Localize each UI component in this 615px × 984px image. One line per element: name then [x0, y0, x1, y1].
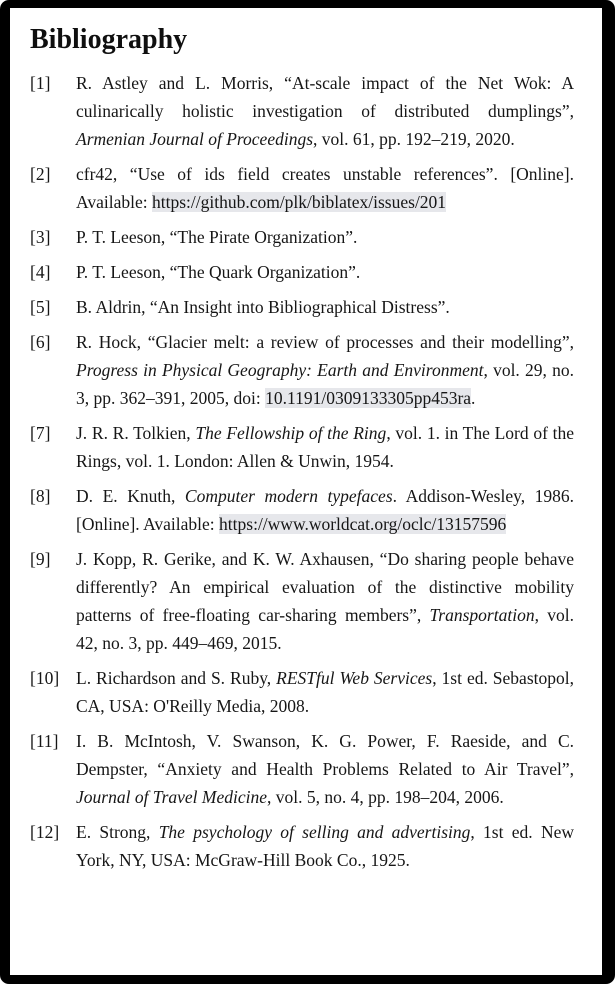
reference-plain-text: , vol. 1. in The Lord of the Rings, vol. 1. London: Allen & Unwin, 1954.: [76, 423, 574, 471]
reference-plain-text: B. Aldrin, “An Insight into Bibliographical Distress”.: [76, 297, 450, 317]
reference-italic-title: The psychology of selling and advertising: [158, 822, 471, 842]
reference-number: [12]: [30, 822, 60, 842]
reference-text: [76, 482, 574, 538]
reference-italic-title: Computer modern typefaces: [184, 486, 393, 506]
reference-plain-text: D. E. Knuth,: [76, 486, 185, 506]
reference-plain-text: J. R. R. Tolkien,: [76, 423, 196, 443]
reference-plain-text: R. Hock, “Glacier melt: a review of processes and their modelling”,: [76, 332, 574, 352]
reference-italic-title: The Fellowship of the Ring: [195, 423, 387, 443]
reference-text: [76, 545, 574, 657]
reference-plain-text: .: [471, 388, 476, 408]
reference-entry: [30, 328, 574, 412]
reference-number: [6]: [30, 332, 51, 352]
reference-plain-text: , vol. 29, no. 3, pp. 362–391, 2005, doi:: [76, 360, 574, 408]
reference-entry: [30, 419, 574, 475]
reference-plain-text: P. T. Leeson, “The Pirate Organization”.: [76, 227, 358, 247]
reference-text: [76, 258, 574, 286]
reference-italic-title: Journal of Travel Medicine: [76, 787, 268, 807]
reference-plain-text: R. Astley and L. Morris, “At-scale impact of the Net Wok: A culinarically holistic investigation of distributed dumplings”,: [76, 73, 574, 121]
reference-number: [10]: [30, 668, 60, 688]
reference-list: [30, 69, 574, 874]
reference-italic-title: Progress in Physical Geography: Earth and Environment: [76, 360, 484, 380]
reference-italic-title: RESTful Web Services: [276, 668, 433, 688]
reference-plain-text: L. Richardson and S. Ruby,: [76, 668, 277, 688]
reference-plain-text: , vol. 5, no. 4, pp. 198–204, 2006.: [267, 787, 504, 807]
reference-entry: [30, 482, 574, 538]
reference-number: [5]: [30, 297, 51, 317]
reference-text: [76, 160, 574, 216]
reference-plain-text: . Addison-Wesley, 1986. [Online]. Available:: [76, 486, 575, 534]
reference-text: [76, 727, 574, 811]
reference-link[interactable]: 10.1191/0309133305pp453ra: [265, 388, 472, 408]
reference-plain-text: cfr42, “Use of ids field creates unstable references”. [Online]. Available:: [76, 164, 574, 212]
reference-entry: [30, 258, 574, 286]
reference-entry: [30, 293, 574, 321]
bibliography-title: Bibliography: [30, 24, 188, 55]
reference-plain-text: E. Strong,: [76, 822, 159, 842]
reference-plain-text: J. Kopp, R. Gerike, and K. W. Axhausen, “Do sharing people behave differently? An empirical evaluation of the distinctive mobility patterns of free-floating car-sharing members”,: [76, 549, 574, 625]
reference-plain-text: , 1st ed. New York, NY, USA: McGraw-Hill Book Co., 1925.: [76, 822, 574, 870]
reference-text: [76, 419, 574, 475]
reference-plain-text: I. B. McIntosh, V. Swanson, K. G. Power, F. Raeside, and C. Dempster, “Anxiety and Health Problems Related to Air Travel”,: [76, 731, 574, 779]
reference-entry: [30, 545, 574, 657]
reference-italic-title: Armenian Journal of Proceedings: [76, 129, 314, 149]
reference-text: [76, 223, 574, 251]
reference-text: [76, 69, 574, 153]
reference-number: [3]: [30, 227, 51, 247]
reference-number: [8]: [30, 486, 51, 506]
reference-text: [76, 818, 574, 874]
reference-text: [76, 293, 574, 321]
reference-plain-text: P. T. Leeson, “The Quark Organization”.: [76, 262, 361, 282]
reference-text: [76, 664, 574, 720]
reference-text: [76, 328, 574, 412]
reference-italic-title: Transportation: [429, 605, 535, 625]
reference-number: [4]: [30, 262, 51, 282]
reference-number: [9]: [30, 549, 51, 569]
reference-number: [1]: [30, 73, 51, 93]
reference-number: [11]: [30, 731, 59, 751]
reference-entry: [30, 664, 574, 720]
reference-plain-text: , 1st ed. Sebastopol, CA, USA: O'Reilly Media, 2008.: [76, 668, 574, 716]
reference-entry: [30, 69, 574, 153]
reference-plain-text: , vol. 61, pp. 192–219, 2020.: [313, 129, 515, 149]
reference-plain-text: , vol. 42, no. 3, pp. 449–469, 2015.: [76, 605, 574, 653]
reference-number: [2]: [30, 164, 51, 184]
reference-entry: [30, 818, 574, 874]
reference-link[interactable]: https://github.com/plk/biblatex/issues/201: [151, 192, 447, 212]
reference-entry: [30, 727, 574, 811]
document-page: [10, 8, 602, 975]
reference-link[interactable]: https://www.worldcat.org/oclc/13157596: [219, 514, 507, 534]
reference-entry: [30, 223, 574, 251]
reference-number: [7]: [30, 423, 51, 443]
reference-entry: [30, 160, 574, 216]
